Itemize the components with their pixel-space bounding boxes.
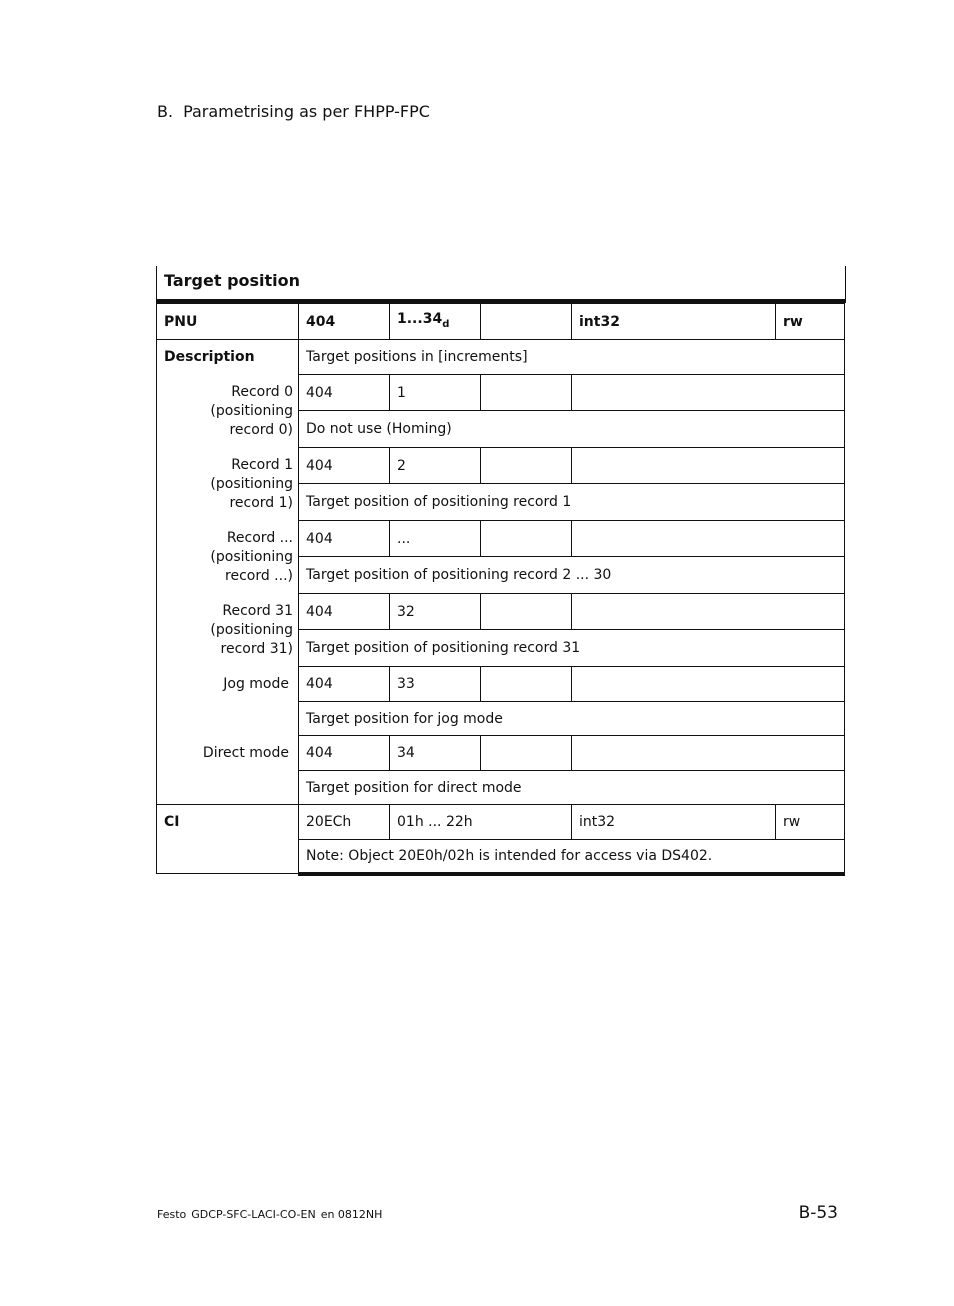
ci-index: 20ECh — [299, 805, 390, 840]
record-text: Target position of positioning record 1 — [299, 484, 845, 521]
record-subindex: 33 — [390, 667, 481, 702]
table-title-block — [156, 266, 846, 303]
ci-type: int32 — [572, 805, 776, 840]
record-empty-cell — [481, 667, 572, 702]
record-empty-cell — [572, 448, 845, 484]
record-empty-cell — [481, 521, 572, 557]
record-text: Target position of positioning record 2 ... 30 — [299, 557, 845, 594]
record-pnu: 404 — [299, 448, 390, 484]
record-subindex: 34 — [390, 736, 481, 771]
record-label-line: (positioning — [210, 622, 293, 638]
ci-row — [157, 805, 845, 840]
pnu-type: int32 — [572, 304, 776, 340]
parameter-table — [156, 303, 845, 876]
record-label-line: Record 31 — [222, 603, 293, 619]
pnu-empty-cell — [481, 304, 572, 340]
record-text: Do not use (Homing) — [299, 411, 845, 448]
record-pnu: 404 — [299, 594, 390, 630]
record-label-line: (positioning — [210, 549, 293, 565]
record-subindex: 2 — [390, 448, 481, 484]
record-empty-cell — [572, 521, 845, 557]
record-empty-cell — [572, 736, 845, 771]
pnu-subindex-suffix: d — [442, 318, 450, 330]
record-label-line: record 1) — [229, 495, 293, 511]
record-subindex: ... — [390, 521, 481, 557]
record-empty-cell — [572, 594, 845, 630]
description-label: Description — [164, 349, 255, 365]
record-pnu: 404 — [299, 736, 390, 771]
record-pnu: 404 — [299, 667, 390, 702]
pnu-subindex — [390, 304, 481, 340]
record-label-line: record 31) — [220, 641, 293, 657]
record-empty-cell — [572, 667, 845, 702]
record-empty-cell — [481, 448, 572, 484]
ci-note: Note: Object 20E0h/02h is intended for access via DS402. — [299, 840, 845, 874]
record-text: Target position for jog mode — [299, 702, 845, 736]
ci-access: rw — [776, 805, 845, 840]
footer-company: Festo — [157, 1208, 187, 1221]
record-label-line: record 0) — [229, 422, 293, 438]
record-label-line: Jog mode — [223, 676, 289, 692]
record-pnu: 404 — [299, 521, 390, 557]
record-label — [210, 456, 293, 513]
record-label-line: Direct mode — [202, 745, 289, 761]
record-label — [203, 744, 289, 763]
description-row — [157, 340, 845, 375]
record-label-line: record ...) — [225, 568, 293, 584]
record-empty-cell — [481, 375, 572, 411]
record-label-line: Record 0 — [231, 384, 293, 400]
record-empty-cell — [481, 736, 572, 771]
page-number: B-53 — [798, 1203, 838, 1223]
description-text: Target positions in [increments] — [299, 340, 845, 375]
ci-label: CI — [157, 805, 299, 874]
record-label — [210, 383, 293, 440]
record-label-line: (positioning — [210, 403, 293, 419]
ci-subindex: 01h ... 22h — [390, 805, 572, 840]
section-header — [157, 102, 430, 121]
record-empty-cell — [572, 375, 845, 411]
record-pnu: 404 — [299, 375, 390, 411]
record-label-line: Record ... — [226, 530, 293, 546]
section-letter: B. — [157, 102, 174, 121]
record-subindex: 32 — [390, 594, 481, 630]
pnu-label: PNU — [157, 304, 299, 340]
record-label-line: (positioning — [210, 476, 293, 492]
pnu-row — [157, 304, 845, 340]
record-label-line: Record 1 — [231, 457, 293, 473]
record-text: Target position of positioning record 31 — [299, 630, 845, 667]
description-column — [157, 340, 299, 805]
record-label — [223, 675, 289, 694]
section-title: Parametrising as per FHPP-FPC — [183, 102, 430, 121]
footer-lang-rev: en 0812NH — [320, 1208, 383, 1221]
footer — [157, 1208, 387, 1221]
pnu-value: 404 — [299, 304, 390, 340]
record-label — [210, 529, 293, 586]
record-label — [210, 602, 293, 659]
record-subindex: 1 — [390, 375, 481, 411]
table-title: Target position — [164, 271, 301, 290]
pnu-access: rw — [776, 304, 845, 340]
pnu-subindex-value: 1...34 — [397, 310, 443, 327]
record-text: Target position for direct mode — [299, 771, 845, 805]
footer-doc: GDCP-SFC-LACI-CO-EN — [191, 1208, 316, 1221]
record-empty-cell — [481, 594, 572, 630]
